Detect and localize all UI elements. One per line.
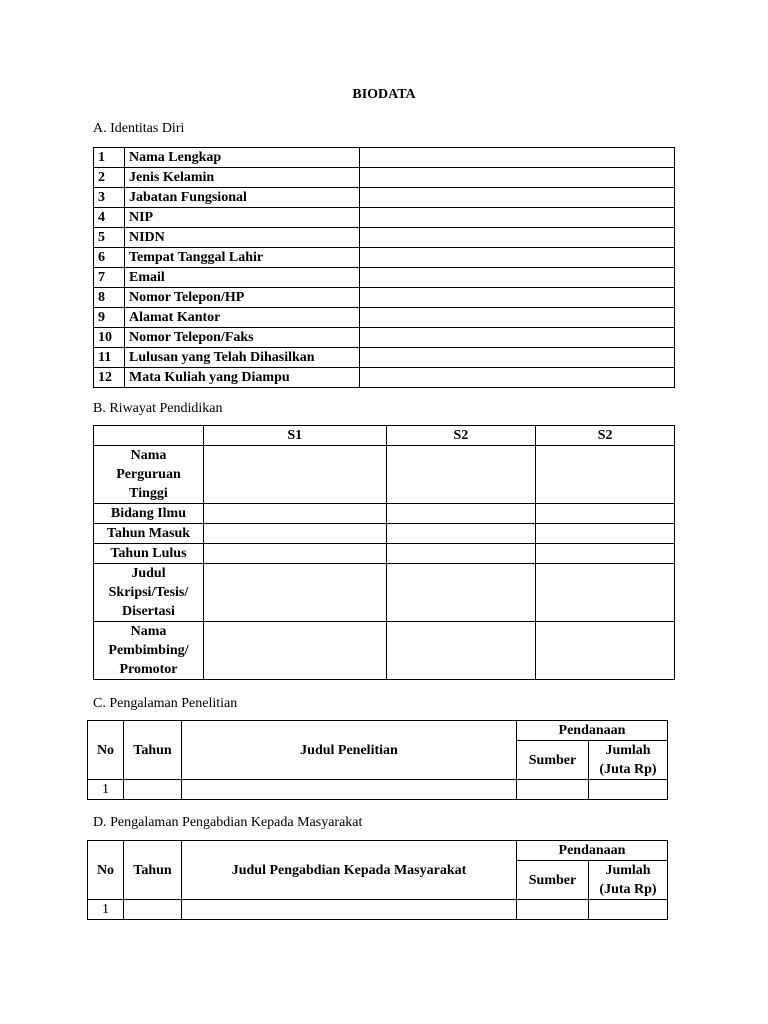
table-row <box>94 148 675 168</box>
value-cell[interactable] <box>124 780 182 800</box>
value-cell[interactable] <box>536 544 675 564</box>
table-row <box>94 228 675 248</box>
row-number: 5 <box>94 228 125 248</box>
corner-cell <box>94 426 204 446</box>
value-cell[interactable] <box>203 524 386 544</box>
table-row <box>94 308 675 328</box>
row-label-line: Perguruan <box>116 467 181 482</box>
row-label-line: Tinggi <box>129 486 168 501</box>
row-label: Lulusan yang Telah Dihasilkan <box>125 348 360 368</box>
table-row <box>94 504 675 524</box>
value-cell[interactable] <box>360 148 675 168</box>
column-header: S1 <box>203 426 386 446</box>
row-label <box>94 622 204 680</box>
header-line: (Juta Rp) <box>599 762 657 777</box>
value-cell[interactable] <box>386 622 536 680</box>
header-line: (Juta Rp) <box>599 882 657 897</box>
value-cell[interactable] <box>203 564 386 622</box>
row-label-line: Disertasi <box>122 604 175 619</box>
row-label-line: Nama <box>130 624 167 639</box>
value-cell[interactable] <box>360 288 675 308</box>
row-label-line: Skripsi/Tesis/ <box>108 585 189 600</box>
column-header: S2 <box>536 426 675 446</box>
value-cell[interactable] <box>386 446 536 504</box>
value-cell[interactable] <box>360 268 675 288</box>
row-label: Tahun Masuk <box>94 524 204 544</box>
row-label: Tempat Tanggal Lahir <box>125 248 360 268</box>
value-cell[interactable] <box>536 446 675 504</box>
column-header-jumlah <box>589 861 668 900</box>
table-row <box>94 368 675 388</box>
table-row <box>94 544 675 564</box>
table-header-row <box>94 426 675 446</box>
row-label-line: Promotor <box>119 662 178 677</box>
value-cell[interactable] <box>203 622 386 680</box>
column-header-pendanaan: Pendanaan <box>517 841 668 861</box>
row-number: 1 <box>94 148 125 168</box>
row-label: Bidang Ilmu <box>94 504 204 524</box>
row-number: 4 <box>94 208 125 228</box>
column-header-jumlah <box>589 741 668 780</box>
header-line: Jumlah <box>605 863 651 878</box>
row-number: 10 <box>94 328 125 348</box>
row-number: 1 <box>88 780 124 800</box>
value-cell[interactable] <box>203 544 386 564</box>
table-row <box>94 208 675 228</box>
value-cell[interactable] <box>589 780 668 800</box>
identity-table <box>93 147 675 388</box>
column-header-sumber: Sumber <box>517 861 589 900</box>
table-row <box>94 446 675 504</box>
row-number: 7 <box>94 268 125 288</box>
value-cell[interactable] <box>124 900 182 920</box>
table-row <box>94 328 675 348</box>
column-header-tahun: Tahun <box>124 841 182 900</box>
row-label-line: Nama <box>130 448 167 463</box>
table-row <box>94 348 675 368</box>
section-a-title: A. Identitas Diri <box>93 121 185 136</box>
value-cell[interactable] <box>360 348 675 368</box>
table-row <box>88 780 668 800</box>
table-row <box>94 188 675 208</box>
row-number: 6 <box>94 248 125 268</box>
row-number: 11 <box>94 348 125 368</box>
value-cell[interactable] <box>360 248 675 268</box>
row-label: Mata Kuliah yang Diampu <box>125 368 360 388</box>
column-header-judul: Judul Pengabdian Kepada Masyarakat <box>182 841 517 900</box>
value-cell[interactable] <box>182 780 517 800</box>
row-label: Jenis Kelamin <box>125 168 360 188</box>
research-table <box>87 720 668 800</box>
row-label <box>94 446 204 504</box>
value-cell[interactable] <box>360 228 675 248</box>
row-label: Jabatan Fungsional <box>125 188 360 208</box>
row-label: NIDN <box>125 228 360 248</box>
table-header-row <box>88 721 668 741</box>
value-cell[interactable] <box>360 208 675 228</box>
section-b-title: B. Riwayat Pendidikan <box>93 401 223 416</box>
section-c-title: C. Pengalaman Penelitian <box>93 696 238 711</box>
value-cell[interactable] <box>536 622 675 680</box>
value-cell[interactable] <box>360 308 675 328</box>
table-row <box>94 268 675 288</box>
row-label-line: Pembimbing/ <box>108 643 189 658</box>
value-cell[interactable] <box>536 524 675 544</box>
column-header-pendanaan: Pendanaan <box>517 721 668 741</box>
value-cell[interactable] <box>386 564 536 622</box>
page-title: BIODATA <box>352 87 416 102</box>
row-label: Nomor Telepon/HP <box>125 288 360 308</box>
row-number: 12 <box>94 368 125 388</box>
column-header: S2 <box>386 426 536 446</box>
value-cell[interactable] <box>386 524 536 544</box>
value-cell[interactable] <box>589 900 668 920</box>
column-header-sumber: Sumber <box>517 741 589 780</box>
row-label <box>94 564 204 622</box>
value-cell[interactable] <box>360 328 675 348</box>
value-cell[interactable] <box>203 446 386 504</box>
row-number: 3 <box>94 188 125 208</box>
table-row <box>94 564 675 622</box>
table-row <box>94 168 675 188</box>
row-number: 1 <box>88 900 124 920</box>
value-cell[interactable] <box>517 780 589 800</box>
value-cell[interactable] <box>360 368 675 388</box>
column-header-tahun: Tahun <box>124 721 182 780</box>
value-cell[interactable] <box>386 504 536 524</box>
row-number: 2 <box>94 168 125 188</box>
value-cell[interactable] <box>182 900 517 920</box>
row-label: NIP <box>125 208 360 228</box>
education-table <box>93 425 675 680</box>
value-cell[interactable] <box>360 188 675 208</box>
table-row <box>94 524 675 544</box>
table-row <box>94 288 675 308</box>
table-row <box>94 622 675 680</box>
value-cell[interactable] <box>536 504 675 524</box>
value-cell[interactable] <box>360 168 675 188</box>
column-header-judul: Judul Penelitian <box>182 721 517 780</box>
header-line: Jumlah <box>605 743 651 758</box>
row-label: Alamat Kantor <box>125 308 360 328</box>
value-cell[interactable] <box>203 504 386 524</box>
row-label: Nama Lengkap <box>125 148 360 168</box>
table-row <box>88 900 668 920</box>
section-d-title: D. Pengalaman Pengabdian Kepada Masyarakat <box>93 815 363 830</box>
row-number: 8 <box>94 288 125 308</box>
row-number: 9 <box>94 308 125 328</box>
table-row <box>94 248 675 268</box>
value-cell[interactable] <box>517 900 589 920</box>
table-header-row <box>88 841 668 861</box>
column-header-no: No <box>88 721 124 780</box>
value-cell[interactable] <box>386 544 536 564</box>
row-label: Tahun Lulus <box>94 544 204 564</box>
column-header-no: No <box>88 841 124 900</box>
row-label: Nomor Telepon/Faks <box>125 328 360 348</box>
row-label-line: Judul <box>131 566 166 581</box>
value-cell[interactable] <box>536 564 675 622</box>
community-service-table <box>87 840 668 920</box>
row-label: Email <box>125 268 360 288</box>
